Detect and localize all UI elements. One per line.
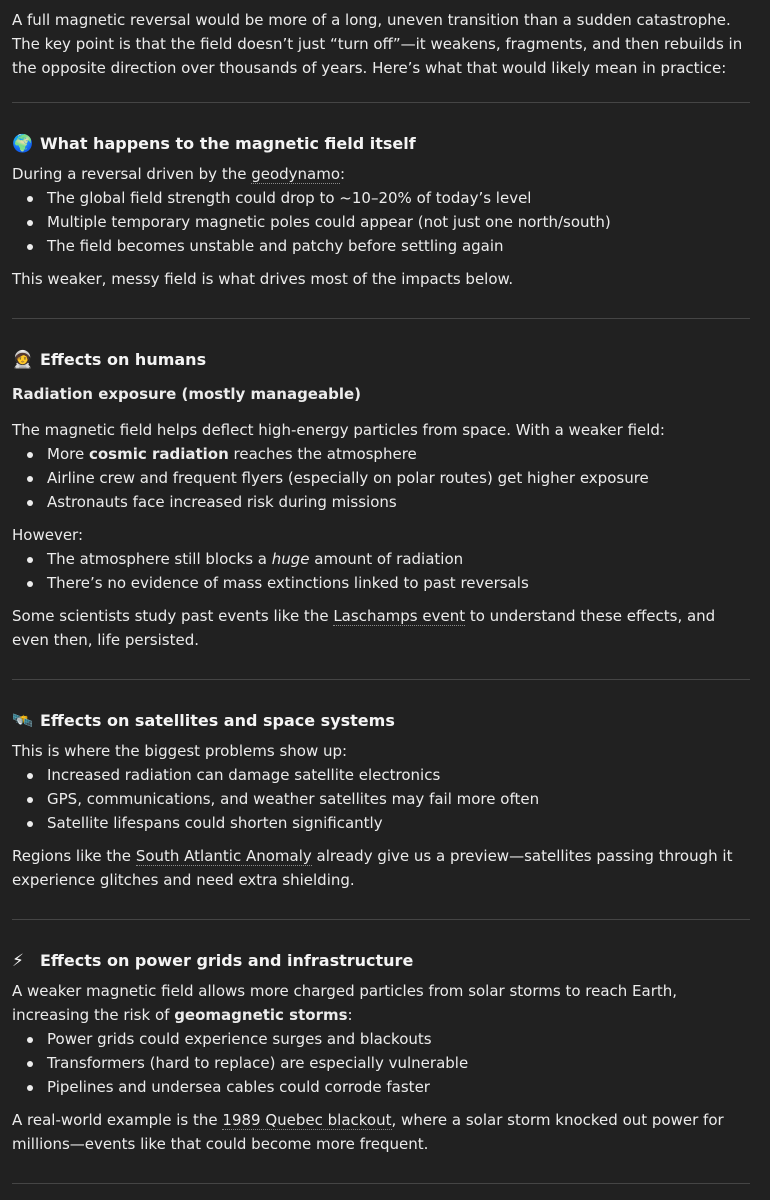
list-item: Satellite lifespans could shorten significantly <box>12 811 750 835</box>
section-title: What happens to the magnetic field itself <box>40 134 416 153</box>
geodynamo-link[interactable]: geodynamo <box>251 165 341 183</box>
lightning-icon: ⚡ <box>12 951 24 971</box>
intro-paragraph: A full magnetic reversal would be more of a long, uneven transition than a sudden catastrophe. The key point is that the field doesn’t just “turn off”—it weakens, fragments, and then rebuilds in the opposite direction over thousands of years. Here’s what that would likely mean in practice: <box>12 11 743 77</box>
lead-bold: geomagnetic storms <box>174 1006 348 1024</box>
closing-text-end: already give us a preview—satellites passing through it experience glitches and need extra shielding. <box>12 847 733 889</box>
list-item: GPS, communications, and weather satellites may fail more often <box>12 787 750 811</box>
lead-text: During a reversal driven by the <box>12 165 252 183</box>
list-item: Increased radiation can damage satellite electronics <box>12 763 750 787</box>
list-item-text-end: amount of radiation <box>309 550 464 568</box>
list-item-italic: huge <box>271 550 310 568</box>
south-atlantic-anomaly-link[interactable]: South Atlantic Anomaly <box>135 847 312 865</box>
section-heading <box>12 709 750 733</box>
section-closing: This weaker, messy field is what drives most of the impacts below. <box>12 270 514 288</box>
list-item: Multiple temporary magnetic poles could appear (not just one north/south) <box>12 210 750 234</box>
list-item-text-end: reaches the atmosphere <box>228 445 417 463</box>
section-closing <box>12 1108 750 1156</box>
globe-icon: 🌍 <box>12 134 34 154</box>
section-heading <box>12 132 750 156</box>
bullet-list <box>12 763 750 835</box>
satellite-icon: 🛰️ <box>12 711 34 731</box>
list-item: The field becomes unstable and patchy before settling again <box>12 234 750 258</box>
section-lead <box>12 162 750 186</box>
section-lead: The magnetic field helps deflect high-energy particles from space. With a weaker field: <box>12 421 665 439</box>
lead-text-end: : <box>340 165 346 183</box>
list-item <box>12 547 750 571</box>
section-title: Effects on humans <box>40 350 207 369</box>
section-divider <box>12 919 750 920</box>
list-item-text: The atmosphere still blocks a <box>47 550 272 568</box>
section-divider <box>12 679 750 680</box>
section-heading <box>12 949 750 973</box>
bullet-list <box>12 547 750 595</box>
list-item-text: More <box>47 445 89 463</box>
subheading: Radiation exposure (mostly manageable) <box>12 385 362 403</box>
list-item <box>12 442 750 466</box>
list-item: Airline crew and frequent flyers (especially on polar routes) get higher exposure <box>12 466 750 490</box>
section-satellites <box>12 709 750 892</box>
astronaut-icon: 🧑‍🚀 <box>12 350 34 370</box>
section-title: Effects on satellites and space systems <box>40 711 395 730</box>
closing-text-end: to understand these effects, and even then, life persisted. <box>12 607 716 649</box>
section-humans <box>12 348 750 652</box>
list-item-bold: cosmic radiation <box>88 445 229 463</box>
section-divider <box>12 318 750 319</box>
section-lead: This is where the biggest problems show up: <box>12 742 348 760</box>
list-item: The global field strength could drop to ~10–20% of today’s level <box>12 186 750 210</box>
section-closing <box>12 844 750 892</box>
closing-text: Some scientists study past events like the <box>12 607 334 625</box>
closing-text: A real-world example is the <box>12 1111 223 1129</box>
bullet-list <box>12 1027 750 1099</box>
section-lead <box>12 979 750 1027</box>
section-divider <box>12 1183 750 1184</box>
list-item: Transformers (hard to replace) are especially vulnerable <box>12 1051 750 1075</box>
section-power-grids <box>12 949 750 1156</box>
list-item: Pipelines and undersea cables could corrode faster <box>12 1075 750 1099</box>
section-title: Effects on power grids and infrastructure <box>40 951 414 970</box>
lead-text-end: : <box>347 1006 353 1024</box>
list-item: Astronauts face increased risk during missions <box>12 490 750 514</box>
bullet-list <box>12 442 750 514</box>
section-divider <box>12 102 750 103</box>
quebec-blackout-link[interactable]: 1989 Quebec blackout <box>222 1111 392 1129</box>
list-item: Power grids could experience surges and blackouts <box>12 1027 750 1051</box>
section-magnetic-field <box>12 132 750 291</box>
laschamps-event-link[interactable]: Laschamps event <box>333 607 466 625</box>
section-closing <box>12 604 750 652</box>
bullet-list <box>12 186 750 258</box>
list-item: There’s no evidence of mass extinctions linked to past reversals <box>12 571 750 595</box>
lead-text: A weaker magnetic field allows more charged particles from solar storms to reach Earth, increasing the risk of <box>12 982 678 1024</box>
closing-text: Regions like the <box>12 847 136 865</box>
section-heading <box>12 348 750 372</box>
however-label: However: <box>12 526 84 544</box>
closing-text-end: , where a solar storm knocked out power for millions—events like that could become more frequent. <box>12 1111 724 1153</box>
